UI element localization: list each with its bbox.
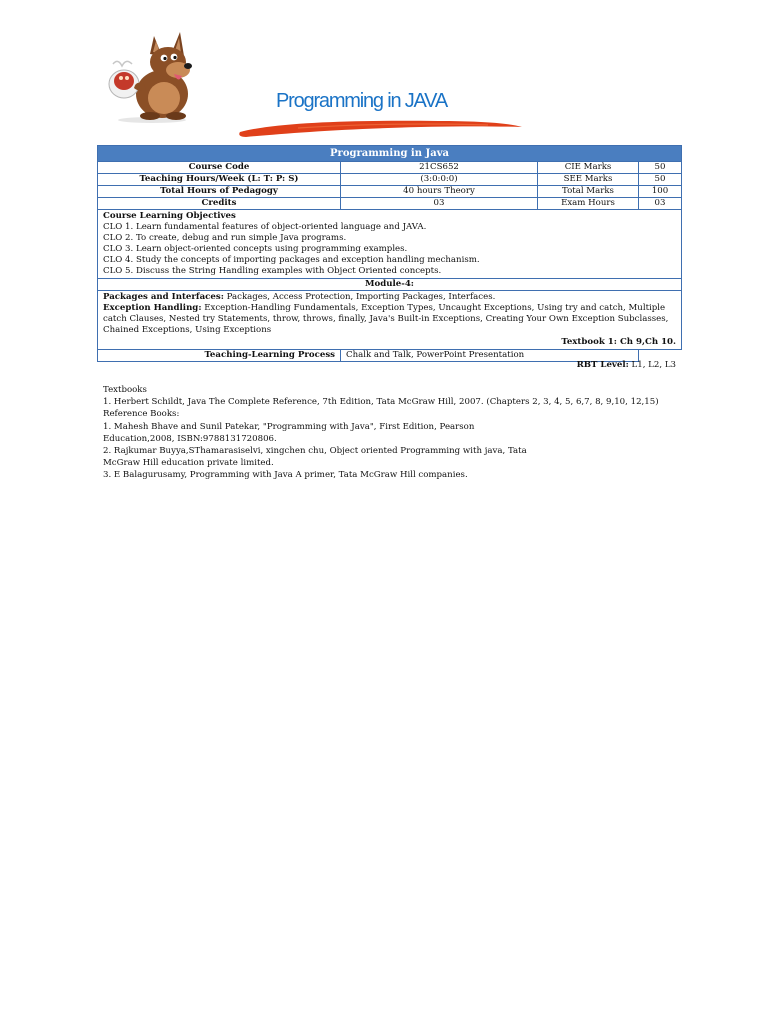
references-section <box>103 384 663 482</box>
rbt-label: RBT Level: <box>576 360 629 370</box>
course-objectives <box>98 210 682 279</box>
reference-item: 1. Herbert Schildt, Java The Complete Reference, 7th Edition, Tata McGraw Hill, 2007. (Chapters 2, 3, 4, 5, 6,7, 8, 9,10, 12,15) <box>103 397 659 408</box>
brush-stroke-icon <box>238 118 524 138</box>
reference-item: 3. E Balagurusamy, Programming with Java A primer, Tata McGraw Hill companies. <box>103 470 468 481</box>
exceptions-text: Exception-Handling Fundamentals, Exception Types, Uncaught Exceptions, Using try and catch, Multiple catch Clauses, Nested try Statements, throw, throws, finally, Java's Built-in Exceptions, Creating Your Own Exception Subclasses, Chained Exceptions, Using Exceptions <box>103 303 669 335</box>
reference-books-heading: Reference Books: <box>103 409 180 420</box>
module-content-row <box>98 291 682 350</box>
row-key: CIE Marks <box>538 162 639 174</box>
reference-item: 2. Rajkumar Buyya,SThamarasiselvi, xingchen chu, Object oriented Programming with java, Tata <box>103 446 527 457</box>
reference-item: Education,2008, ISBN:9788131720806. <box>103 433 277 444</box>
objective-item: CLO 1. Learn fundamental features of object-oriented language and JAVA. <box>103 222 427 232</box>
table-row <box>98 174 682 186</box>
row-key: SEE Marks <box>538 174 639 186</box>
row-marks: 100 <box>639 186 682 198</box>
reference-item: McGraw Hill education private limited. <box>103 458 274 469</box>
rbt-value: L1, L2, L3 <box>628 360 676 370</box>
row-label: Teaching Hours/Week (L: T: P: S) <box>98 174 341 186</box>
row-key: Exam Hours <box>538 198 639 210</box>
tlp-value: Chalk and Talk, PowerPoint Presentation <box>341 350 639 362</box>
objective-item: CLO 3. Learn object-oriented concepts using programming examples. <box>103 244 408 254</box>
table-row <box>98 198 682 210</box>
module-content <box>98 291 682 350</box>
row-value: (3:0:0:0) <box>341 174 538 186</box>
row-label: Total Hours of Pedagogy <box>98 186 341 198</box>
objectives-title: Course Learning Objectives <box>103 211 236 221</box>
reference-item: 1. Mahesh Bhave and Sunil Patekar, "Programming with Java", First Edition, Pearson <box>103 421 475 432</box>
tlp-label: Teaching-Learning Process <box>98 350 341 362</box>
objective-item: CLO 5. Discuss the String Handling examples with Object Oriented concepts. <box>103 266 442 276</box>
packages-text: Packages, Access Protection, Importing Packages, Interfaces. <box>223 292 496 302</box>
table-heading: Programming in Java <box>98 146 682 162</box>
module-title-row <box>98 279 682 291</box>
textbook-reference: Textbook 1: Ch 9,Ch 10. <box>561 337 677 347</box>
dog-mascot-icon <box>104 28 200 124</box>
page-title: Programming in JAVA <box>276 90 447 112</box>
row-key: Total Marks <box>538 186 639 198</box>
row-value: 03 <box>341 198 538 210</box>
objectives-row <box>98 210 682 279</box>
exceptions-paragraph <box>103 303 676 336</box>
exceptions-label: Exception Handling: <box>103 303 202 313</box>
rbt-level <box>560 360 676 371</box>
objective-item: CLO 4. Study the concepts of importing packages and exception handling mechanism. <box>103 255 480 265</box>
row-value: 21CS652 <box>341 162 538 174</box>
row-marks: 03 <box>639 198 682 210</box>
textbooks-heading: Textbooks <box>103 385 147 395</box>
row-label: Course Code <box>98 162 341 174</box>
table-row <box>98 162 682 174</box>
row-value: 40 hours Theory <box>341 186 538 198</box>
objective-item: CLO 2. To create, debug and run simple Java programs. <box>103 233 347 243</box>
row-marks: 50 <box>639 162 682 174</box>
row-marks: 50 <box>639 174 682 186</box>
row-label: Credits <box>98 198 341 210</box>
table-header-row <box>98 146 682 162</box>
table-row <box>98 186 682 198</box>
packages-label: Packages and Interfaces: <box>103 292 224 302</box>
module-title: Module-4: <box>98 279 682 291</box>
packages-paragraph <box>103 292 676 303</box>
syllabus-table <box>97 145 682 362</box>
